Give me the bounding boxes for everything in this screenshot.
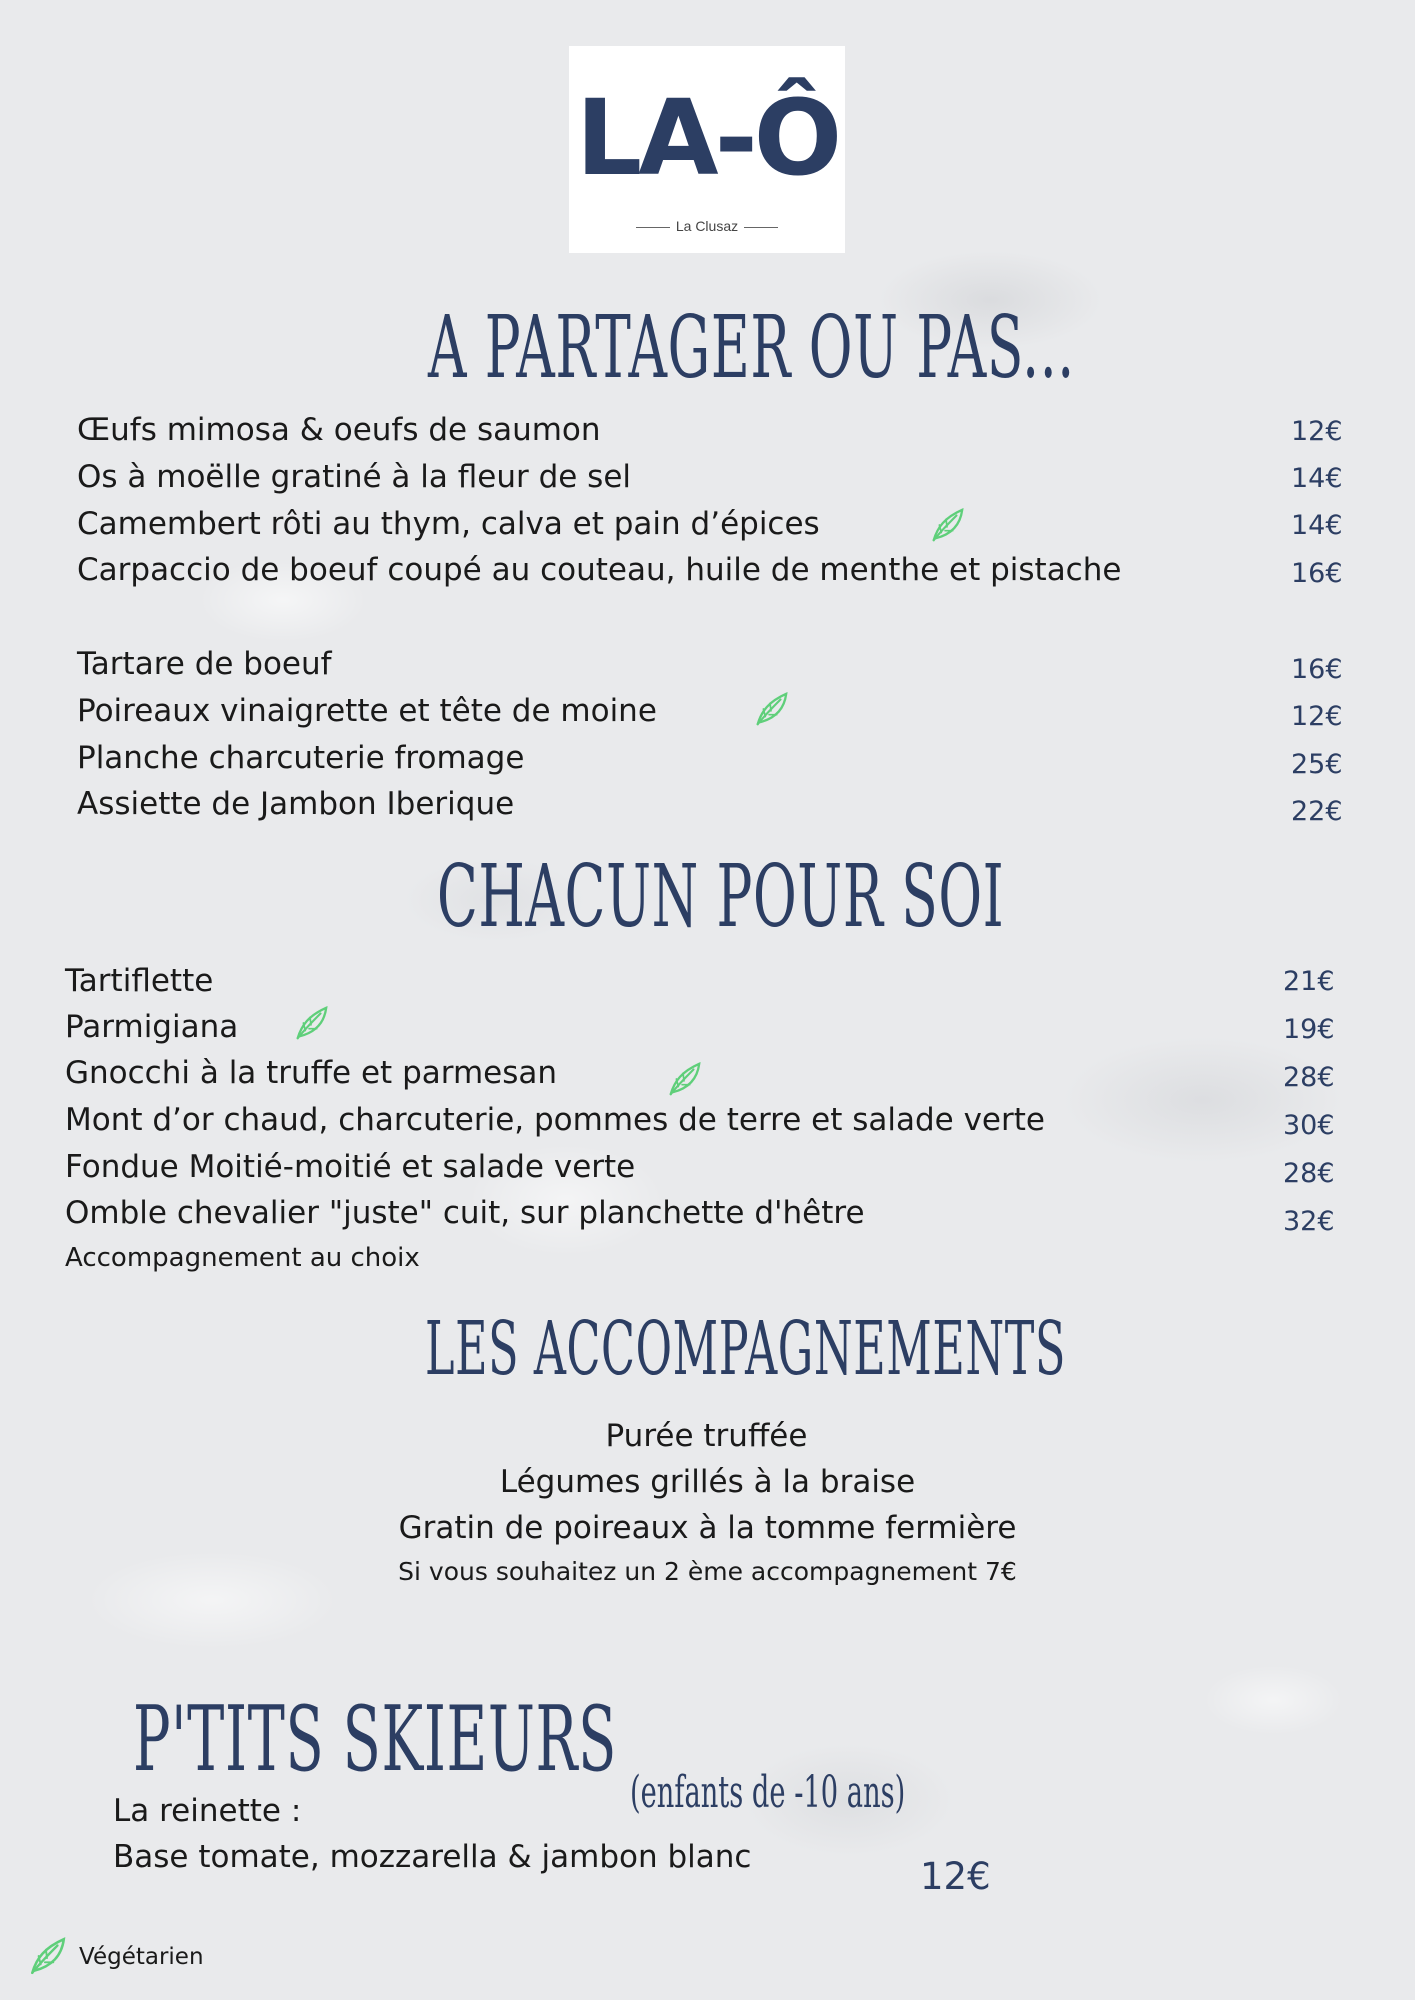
section-title-skieurs: P'TITS SKIEURS [133,1687,617,1792]
menu-item-name: Tartiflette [65,963,214,999]
section-title-accompagnements: LES ACCOMPAGNEMENTS [425,1306,1067,1392]
menu-item-price: 25€ [1291,749,1343,780]
leaf-icon [292,1004,330,1042]
leaf-icon [26,1935,68,1977]
menu-item-name: Omble chevalier "juste" cuit, sur planchette d'hêtre [65,1195,865,1231]
leaf-icon [752,690,790,728]
menu-item-price: 22€ [1291,796,1343,827]
logo-location: La Clusaz [675,218,739,234]
section-subtitle-skieurs: (enfants de -10 ans) [630,1767,906,1818]
menu-item-price: 14€ [1291,510,1343,541]
accompaniment-note: Accompagnement au choix [65,1243,420,1273]
menu-item-name: Parmigiana [65,1009,239,1045]
side-dish: Gratin de poireaux à la tomme fermière [398,1510,1017,1546]
logo [569,46,845,253]
section-title-partager: A PARTAGER OU PAS... [428,298,1075,398]
leaf-icon [665,1060,703,1098]
menu-item-price: 14€ [1291,463,1343,494]
menu-item-name: Carpaccio de boeuf coupé au couteau, huile de menthe et pistache [77,552,1122,588]
menu-item-price: 16€ [1291,558,1343,589]
menu-item-price: 28€ [1283,1158,1335,1189]
legend-vegetarian-label: Végétarien [79,1944,204,1970]
section-title-chacun: CHACUN POUR SOI [437,847,1005,947]
menu-item-price: 12€ [1291,416,1343,447]
menu-item-price: 16€ [1291,654,1343,685]
kids-item-price: 12€ [920,1855,991,1898]
menu-item-name: Planche charcuterie fromage [77,740,525,776]
menu-item-name: Fondue Moitié-moitié et salade verte [65,1149,636,1185]
menu-item-name: Gnocchi à la truffe et parmesan [65,1055,558,1091]
menu-item-name: Mont d’or chaud, charcuterie, pommes de terre et salade verte [65,1102,1045,1138]
logo-name: LA-Ô [575,77,839,199]
menu-item-price: 28€ [1283,1062,1335,1093]
menu-item-price: 32€ [1283,1206,1335,1237]
menu-item-price: 21€ [1283,966,1335,997]
menu-item-name: Camembert rôti au thym, calva et pain d’épices [77,506,820,542]
side-dish: Légumes grillés à la braise [499,1464,916,1500]
menu-item-price: 30€ [1283,1110,1335,1141]
menu-item-price: 12€ [1291,701,1343,732]
menu-item-name: Tartare de boeuf [77,646,332,682]
menu-item-price: 19€ [1283,1014,1335,1045]
menu-item-name: Assiette de Jambon Iberique [77,786,515,822]
extra-side-note: Si vous souhaitez un 2 ème accompagnement 7€ [398,1557,1017,1586]
kids-item-name: La reinette : [113,1793,302,1829]
kids-item-description: Base tomate, mozzarella & jambon blanc [113,1839,752,1875]
menu-item-name: Os à moëlle gratiné à la fleur de sel [77,459,632,495]
side-dish: Purée truffée [605,1418,808,1454]
menu-item-name: Poireaux vinaigrette et tête de moine [77,693,657,729]
menu-item-name: Œufs mimosa & oeufs de saumon [77,412,601,448]
leaf-icon [928,506,966,544]
logo-location-line [569,218,845,234]
